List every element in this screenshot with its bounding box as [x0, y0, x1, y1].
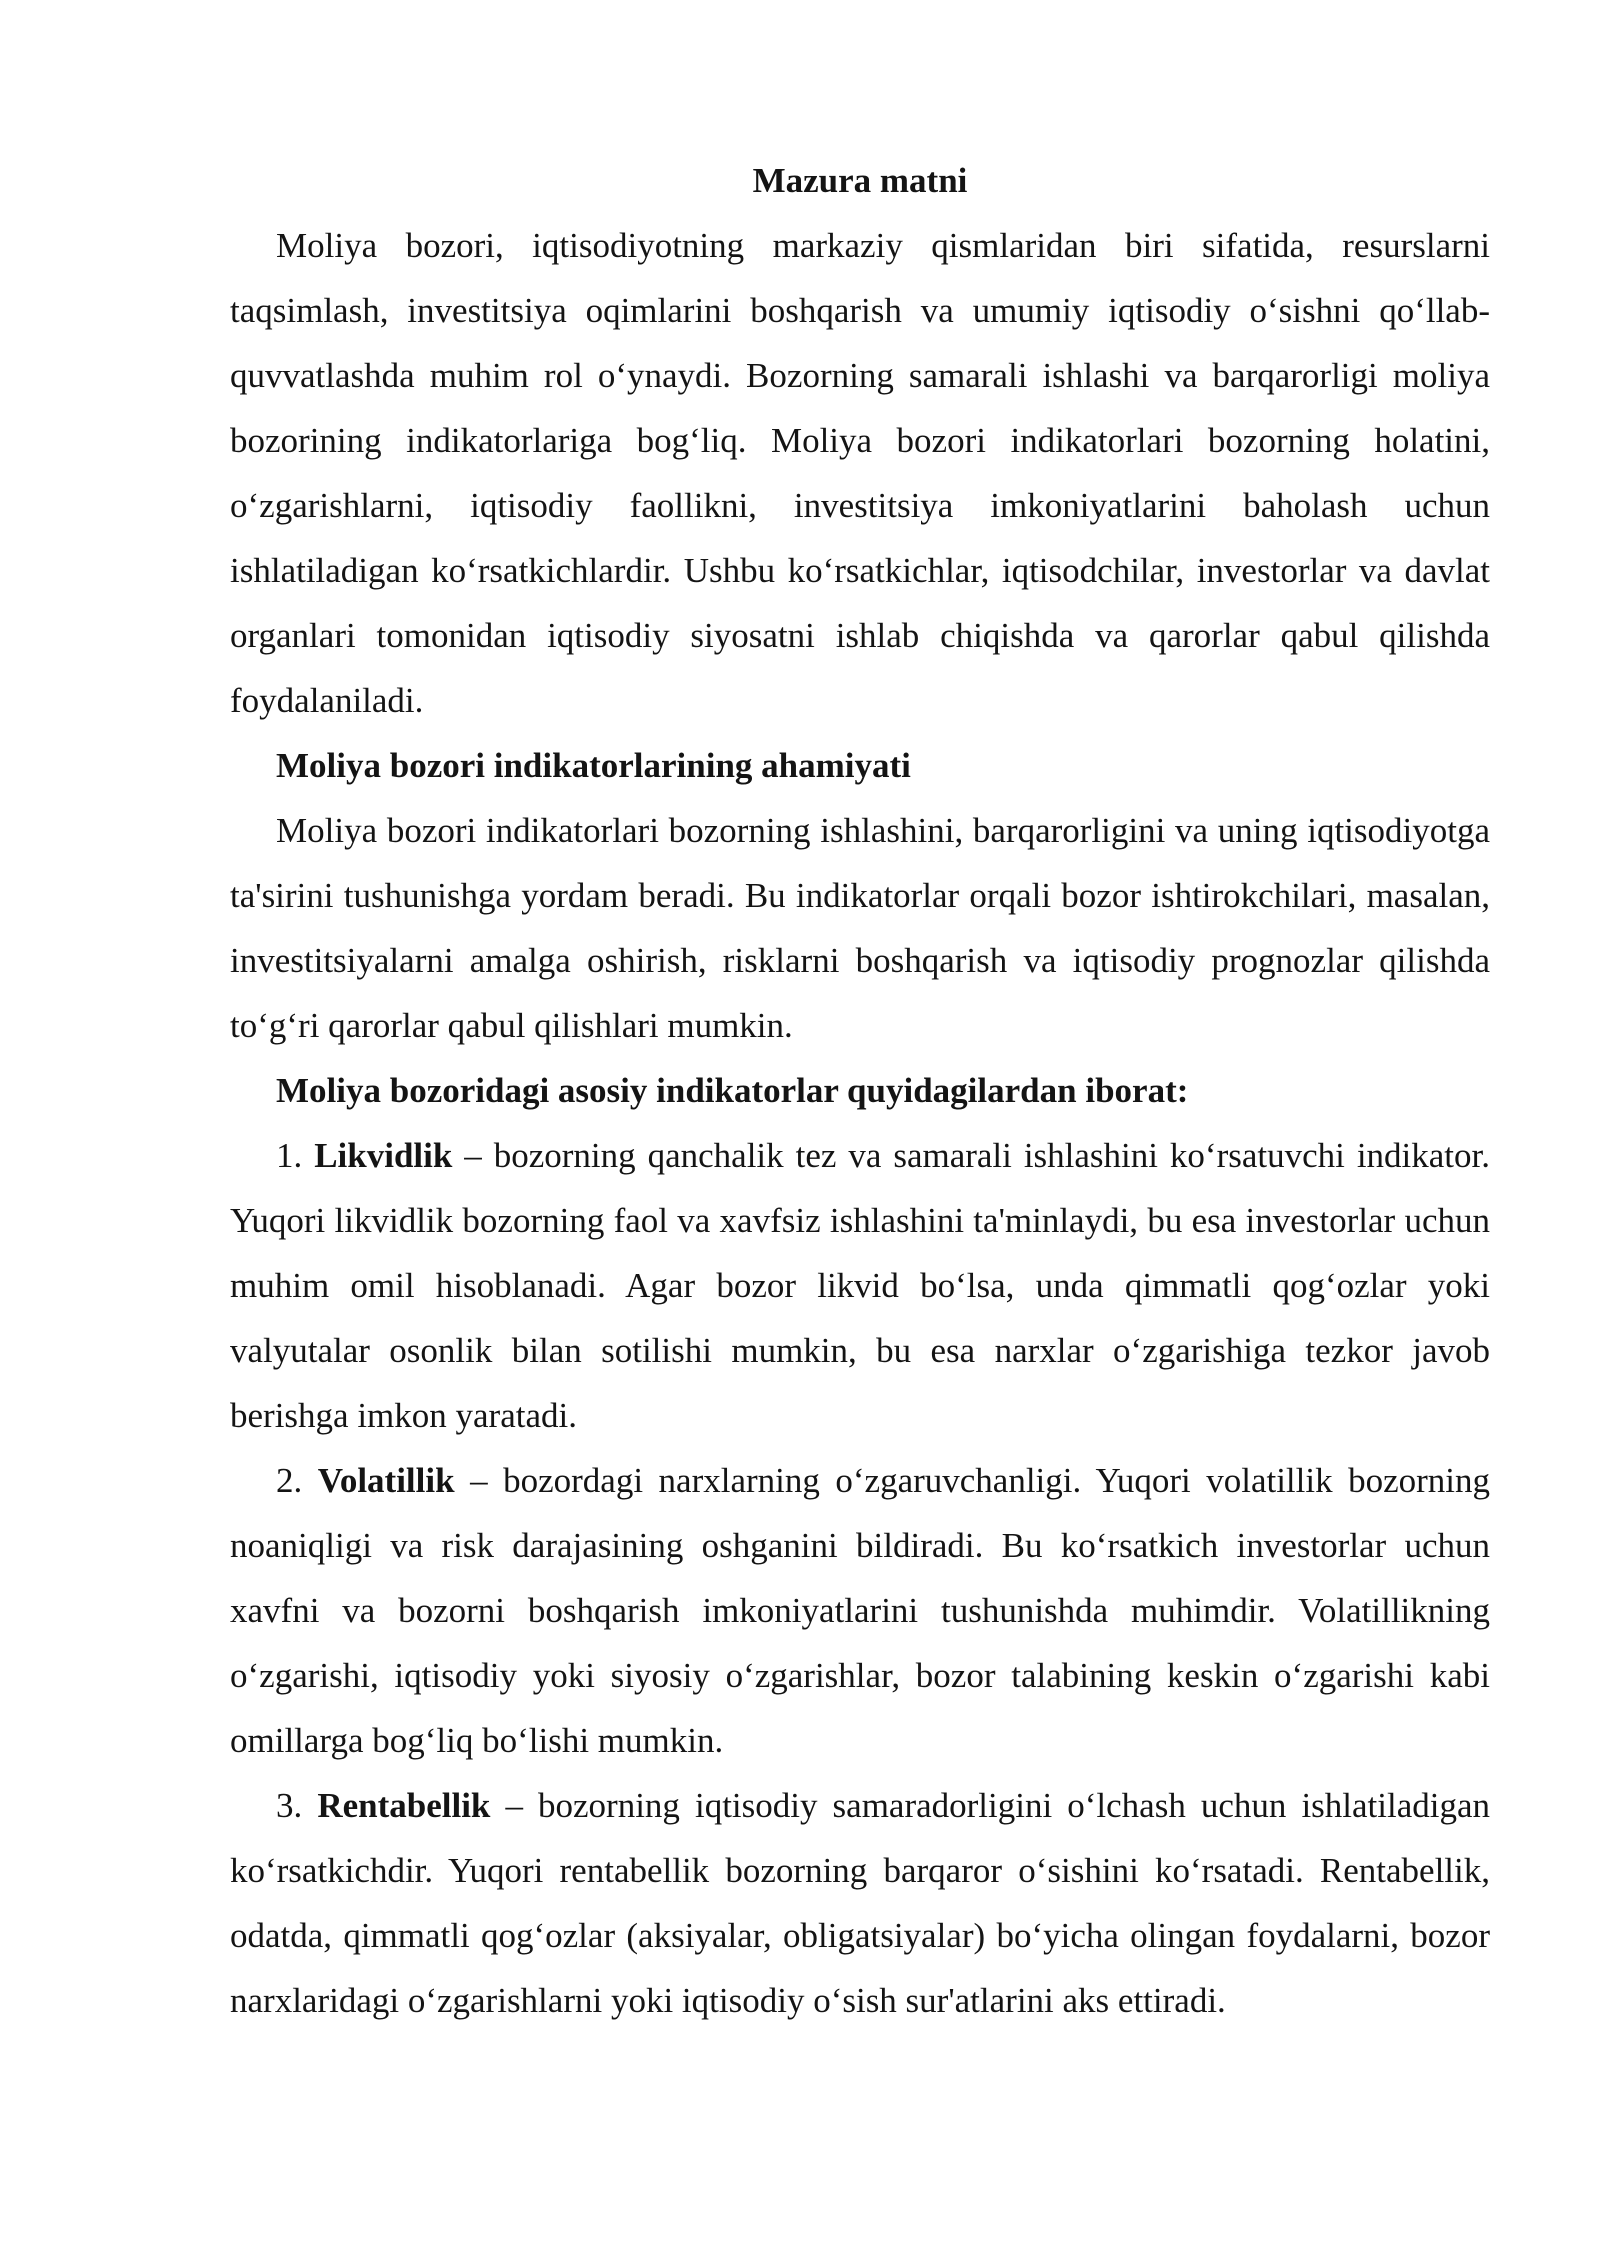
list-item-liquidity [230, 1123, 1490, 1448]
document-title: Mazura matni [752, 161, 968, 200]
list-item-label: Likvidlik [314, 1136, 453, 1175]
section-heading-main-indicators: Moliya bozoridagi asosiy indikatorlar quyidagilardan iborat: [276, 1071, 1189, 1110]
list-item-profitability [230, 1773, 1490, 2033]
list-item-number: 2. [276, 1461, 303, 1500]
list-item-volatility [230, 1448, 1490, 1773]
list-item-text: – bozorning qanchalik tez va samarali ishlashini ko‘rsatuvchi indikator. Yuqori likvidlik bozorning faol va xavfsiz ishlashini ta'minlaydi, bu esa investorlar uchun muhim omil hisoblanadi. Agar bozor likvid bo‘lsa, unda qimmatli qog‘ozlar yoki valyutalar osonlik bilan sotilishi mumkin, bu esa narxlar o‘zgarishiga tezkor javob berishga imkon yaratadi. [230, 1136, 1491, 1435]
list-item-text: – bozorning iqtisodiy samaradorligini o‘lchash uchun ishlatiladigan ko‘rsatkichdir. Yuqori rentabellik bozorning barqaror o‘sishini ko‘rsatadi. Rentabellik, odatda, qimmatli qog‘ozlar (aksiyalar, obligatsiyalar) bo‘yicha olingan foydalarni, bozor narxlaridagi o‘zgarishlarni yoki iqtisodiy o‘sish sur'atlarini aks ettiradi. [230, 1786, 1491, 2020]
list-item-number: 3. [276, 1786, 303, 1825]
importance-paragraph: Moliya bozori indikatorlari bozorning ishlashini, barqarorligini va uning iqtisodiyotga ta'sirini tushunishga yordam beradi. Bu indikatorlar orqali bozor ishtirokchilari, masalan, investitsiyalarni amalga oshirish, risklarni boshqarish va iqtisodiy prognozlar qilishda to‘g‘ri qarorlar qabul qilishlari mumkin. [230, 811, 1490, 1045]
list-item-label: Volatillik [317, 1461, 455, 1500]
section-heading-importance: Moliya bozori indikatorlarining ahamiyati [276, 746, 911, 785]
intro-paragraph: Moliya bozori, iqtisodiyotning markaziy qismlaridan biri sifatida, resurslarni taqsimlash, investitsiya oqimlarini boshqarish va umumiy iqtisodiy o‘sishni qo‘llab-quvvatlashda muhim rol o‘ynaydi. Bozorning samarali ishlashi va barqarorligi moliya bozorining indikatorlariga bog‘liq. Moliya bozori indikatorlari bozorning holatini, o‘zgarishlarni, iqtisodiy faollikni, investitsiya imkoniyatlarini baholash uchun ishlatiladigan ko‘rsatkichlardir. Ushbu ko‘rsatkichlar, iqtisodchilar, investorlar va davlat organlari tomonidan iqtisodiy siyosatni ishlab chiqishda va qarorlar qabul qilishda foydalaniladi. [230, 226, 1490, 720]
list-item-number: 1. [276, 1136, 303, 1175]
list-item-label: Rentabellik [317, 1786, 491, 1825]
list-item-text: – bozordagi narxlarning o‘zgaruvchanligi. Yuqori volatillik bozorning noaniqligi va risk darajasining oshganini bildiradi. Bu ko‘rsatkich investorlar uchun xavfni va bozorni boshqarish imkoniyatlarini tushunishda muhimdir. Volatillikning o‘zgarishi, iqtisodiy yoki siyosiy o‘zgarishlar, bozor talabining keskin o‘zgarishi kabi omillarga bog‘liq bo‘lishi mumkin. [230, 1461, 1491, 1760]
